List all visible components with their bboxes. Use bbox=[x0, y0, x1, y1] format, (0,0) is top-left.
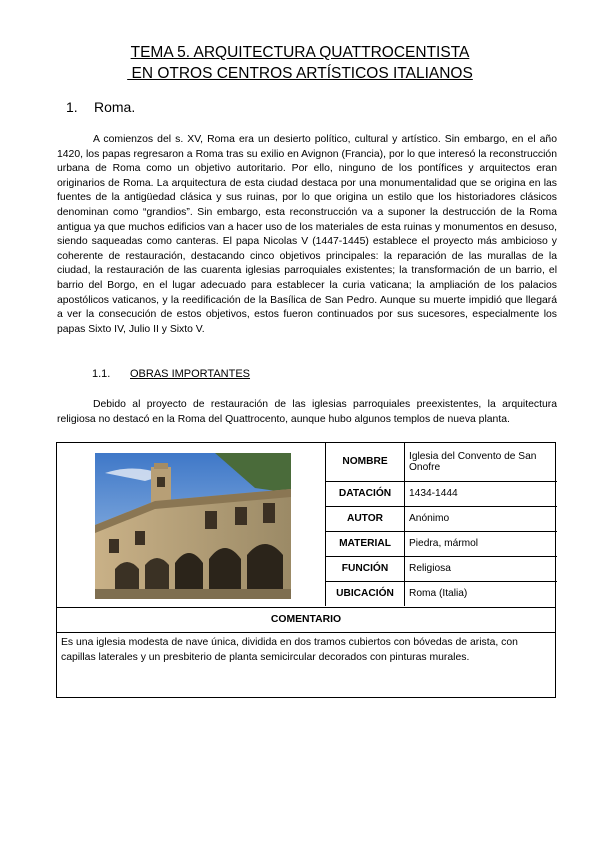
subsection-number: 1.1. bbox=[92, 368, 111, 380]
monument-card bbox=[56, 442, 556, 698]
fact-key: NOMBRE bbox=[326, 443, 405, 481]
subsection-title: OBRAS IMPORTANTES bbox=[130, 368, 251, 380]
fact-value: 1434-1444 bbox=[405, 481, 558, 506]
fact-key: MATERIAL bbox=[326, 531, 405, 556]
intro-paragraph bbox=[57, 133, 557, 337]
fact-row bbox=[326, 556, 558, 581]
section-heading-roma bbox=[66, 99, 135, 115]
works-paragraph bbox=[57, 398, 557, 427]
fact-value: Iglesia del Convento de San Onofre bbox=[405, 443, 558, 481]
fact-value: Roma (Italia) bbox=[405, 581, 558, 606]
comment-text: Es una iglesia modesta de nave única, dividida en dos tramos cubiertos con bóvedas de arista, con capillas laterales y un presbiterio de planta semicircular decorados con pinturas murales. bbox=[61, 637, 518, 663]
fact-value: Anónimo bbox=[405, 506, 558, 531]
fact-value: Piedra, mármol bbox=[405, 531, 558, 556]
title-line-1: TEMA 5. ARQUITECTURA QUATTROCENTISTA bbox=[130, 44, 470, 61]
comment-heading: COMENTARIO bbox=[57, 607, 555, 633]
fact-key: FUNCIÓN bbox=[326, 556, 405, 581]
title-line-2: EN OTROS CENTROS ARTÍSTICOS ITALIANOS bbox=[127, 65, 473, 82]
section-title: Roma. bbox=[94, 99, 136, 115]
fact-row bbox=[326, 481, 558, 506]
document-title bbox=[0, 42, 600, 84]
fact-row bbox=[326, 581, 558, 606]
fact-key: AUTOR bbox=[326, 506, 405, 531]
facts-table bbox=[325, 443, 557, 606]
intro-paragraph-text: A comienzos del s. XV, Roma era un desierto político, cultural y artístico. Sin embargo, en el año 1420, los papas regresaron a Roma tras su exilio en Avignon (Francia), por lo que interesó la reconstrucción urbana de Roma como un objetivo autoritario. Por ello, ninguno de los pontífices y arquitectos eran originarios de Roma. La arquitectura de esta ciudad destaca por una monumentalidad que se origina en las fuentes de la antigüedad clásica y sus ruinas, por lo que origina un estilo que los historiadores clásicos denominan como “grandios”. Sin embargo, esta reconstrucción va a suponer la destrucción de la Roma antigua ya que muchos edificios van a hacer uso de los materiales de esta ruinas y monumentos en desuso, siendo saqueadas como canteras. El papa Nicolas V (1447-1445) establece el proyecto más ambicioso y coherente de restauración, destacando cinco objetivos principales: la reparación de las murallas de la ciudad, la restauración de las cuarenta iglesias parroquiales existentes; la transformación de un barrio, el barrio del Borgo, en el lugar adecuado para establecer la curia vaticana; la ampliación de los palacios apostólicos vaticanos, y la reedificación de la Basílica de San Pedro. Aunque su muerte impidió que llegará a ver la consecución de estos objetivos, estos fueron continuados por sus sucesores, especialmente los papas Sixto IV, Julio II y Sixto V. bbox=[57, 134, 557, 335]
section-number: 1. bbox=[66, 99, 78, 115]
fact-value: Religiosa bbox=[405, 556, 558, 581]
subsection-heading bbox=[92, 368, 250, 380]
fact-key: DATACIÓN bbox=[326, 481, 405, 506]
works-paragraph-text: Debido al proyecto de restauración de las iglesias parroquiales preexistentes, la arquitectura religiosa no destacó en la Roma del Quattrocento, aunque hubo algunos templos de nueva planta. bbox=[57, 399, 557, 425]
fact-row bbox=[326, 531, 558, 556]
fact-row bbox=[326, 506, 558, 531]
church-photo bbox=[95, 453, 291, 599]
fact-key: UBICACIÓN bbox=[326, 581, 405, 606]
fact-row bbox=[326, 443, 558, 481]
